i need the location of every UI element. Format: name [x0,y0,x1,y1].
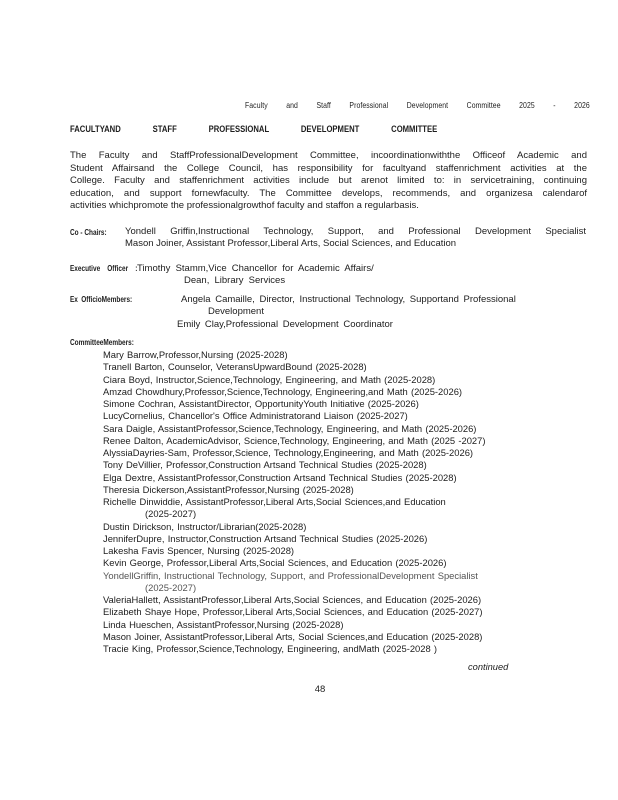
member-text: Elizabeth Shaye Hope, Professor,Liberal Arts,Social Sciences, and Education (2025-2027) [103,606,483,618]
intro-line: Student Affairsand the College Council, has responsibility for facultyand staffenrichment activities at the [70,162,587,174]
intro-line: education, and support fornewfaculty. The Committee develops, recommends, and organizesa calendarof [70,187,587,199]
executive-officer-label: Executive Officer : [70,263,138,273]
member-text: Linda Hueschen, AssistantProfessor,Nursing (2025-2028) [103,618,344,630]
member-text: Lakesha Favis Spencer, Nursing (2025-2028) [103,545,295,556]
member-row [103,545,593,557]
member-row [103,570,593,595]
intro-line: activities whichpromote the professionalgrowthof faculty and staffon a regularbasis. [70,200,419,212]
co-chairs-value [125,226,586,250]
member-row [103,472,593,484]
member-row [103,521,593,533]
page-number: 48 [314,684,326,695]
member-row [103,386,593,398]
member-text: Tracie King, Professor,Science,Technology, Engineering, andMath (2025-2028 ) [103,643,437,654]
member-row [103,619,593,631]
member-text: Mary Barrow,Professor,Nursing (2025-2028) [103,349,288,360]
member-row [103,484,593,496]
member-row [103,349,593,361]
intro-line: College. Faculty and staffenrichment activities include but arenot limited to: in servicetraining, continuing [70,175,587,187]
member-text: Ciara Boyd, Instructor,Science,Technology, Engineering, and Math (2025-2028) [103,373,436,385]
co-chair-line: Mason Joiner, Assistant Professor,Liberal Arts, Social Sciences, and Education [125,238,457,250]
member-row [103,447,593,459]
intro-paragraph [70,150,587,213]
committee-members-label: CommitteeMembers: [70,337,134,347]
member-row [103,374,593,386]
member-text: Elga Dextre, AssistantProfessor,Construction Artsand Technical Studies (2025-2028) [103,471,457,483]
member-row [103,410,593,422]
co-chairs-label: Co - Chairs: [70,227,107,237]
member-text: ValeriaHallett, AssistantProfessor,Liberal Arts,Social Sciences, and Education (2025-2026) [103,594,482,605]
member-text: JenniferDupre, Instructor,Construction Artsand Technical Studies (2025-2026) [103,532,428,544]
member-row [103,606,593,618]
executive-officer-line: Dean, Library Services [184,275,286,287]
member-term-wrap: (2025-2027) [145,508,197,520]
member-row [103,643,593,655]
member-text: Kevin George, Professor,Liberal Arts,Social Sciences, and Education (2025-2026) [103,557,447,569]
member-text: AlyssiaDayries-Sam, Professor,Science, Technology,Engineering, and Math (2025-2026) [103,447,474,458]
intro-line: The Faculty and StaffProfessionalDevelopment Committee, incoordinationwiththe Officeof Academic and [70,150,587,161]
executive-officer-line: Timothy Stamm,Vice Chancellor for Academic Affairs/ [137,263,374,274]
ex-officio-line: Emily Clay,Professional Development Coordinator [177,318,393,330]
member-text: Tony DeVillier, Professor,Construction Artsand Technical Studies (2025-2028) [103,459,427,471]
ex-officio-label: Ex OfficioMembers: [70,294,133,304]
members-list [103,349,593,655]
member-text: Simone Cochran, AssistantDirector, OpportunityYouth Initiative (2025-2026) [103,398,419,409]
ex-officio-line: Angela Camaille, Director, Instructional Technology, Supportand Professional [181,294,516,305]
continued-note: continued [468,662,509,672]
executive-officer-value [137,263,577,287]
member-row [103,361,593,373]
member-row [103,459,593,471]
member-row [103,398,593,410]
page-title: FACULTYAND STAFF PROFESSIONAL DEVELOPMENT COMMITTEE [70,124,438,135]
member-row [103,533,593,545]
member-text: LucyCornelius, Chancellor's Office Administratorand Liaison (2025-2027) [103,410,408,422]
member-row [103,435,593,447]
member-row [103,496,593,521]
running-title: Faculty and Staff Professional Development Committee 2025 - 2026 [245,100,590,110]
member-text: Tranell Barton, Counselor, VeteransUpwardBound (2025-2028) [103,361,367,373]
member-row [103,594,593,606]
member-text: Theresia Dickerson,AssistantProfessor,Nursing (2025-2028) [103,483,354,495]
member-text: Dustin Dirickson, Instructor/Librarian(2025-2028) [103,520,307,532]
co-chair-line: Yondell Griffin,Instructional Technology, Support, and Professional Development Specialist [125,226,586,237]
member-text: YondellGriffin, Instructional Technology, Support, and ProfessionalDevelopment Specialist [103,569,478,581]
ex-officio-value [177,294,587,331]
member-row [103,557,593,569]
member-term-wrap: (2025-2027) [145,581,197,593]
member-text: Amzad Chowdhury,Professor,Science,Technology, Engineering,and Math (2025-2026) [103,385,463,397]
member-text: Mason Joiner, AssistantProfessor,Liberal Arts, Social Sciences,and Education (2025-2028) [103,630,483,642]
member-row [103,423,593,435]
ex-officio-line: Development [208,306,264,318]
member-text: Richelle Dinwiddie, AssistantProfessor,Liberal Arts,Social Sciences,and Education [103,496,446,507]
member-text: Renee Dalton, AcademicAdvisor, Science,Technology, Engineering, and Math (2025 -2027) [103,434,486,446]
member-row [103,631,593,643]
member-text: Sara Daigle, AssistantProfessor,Science,Technology, Engineering, and Math (2025-2026) [103,422,477,434]
